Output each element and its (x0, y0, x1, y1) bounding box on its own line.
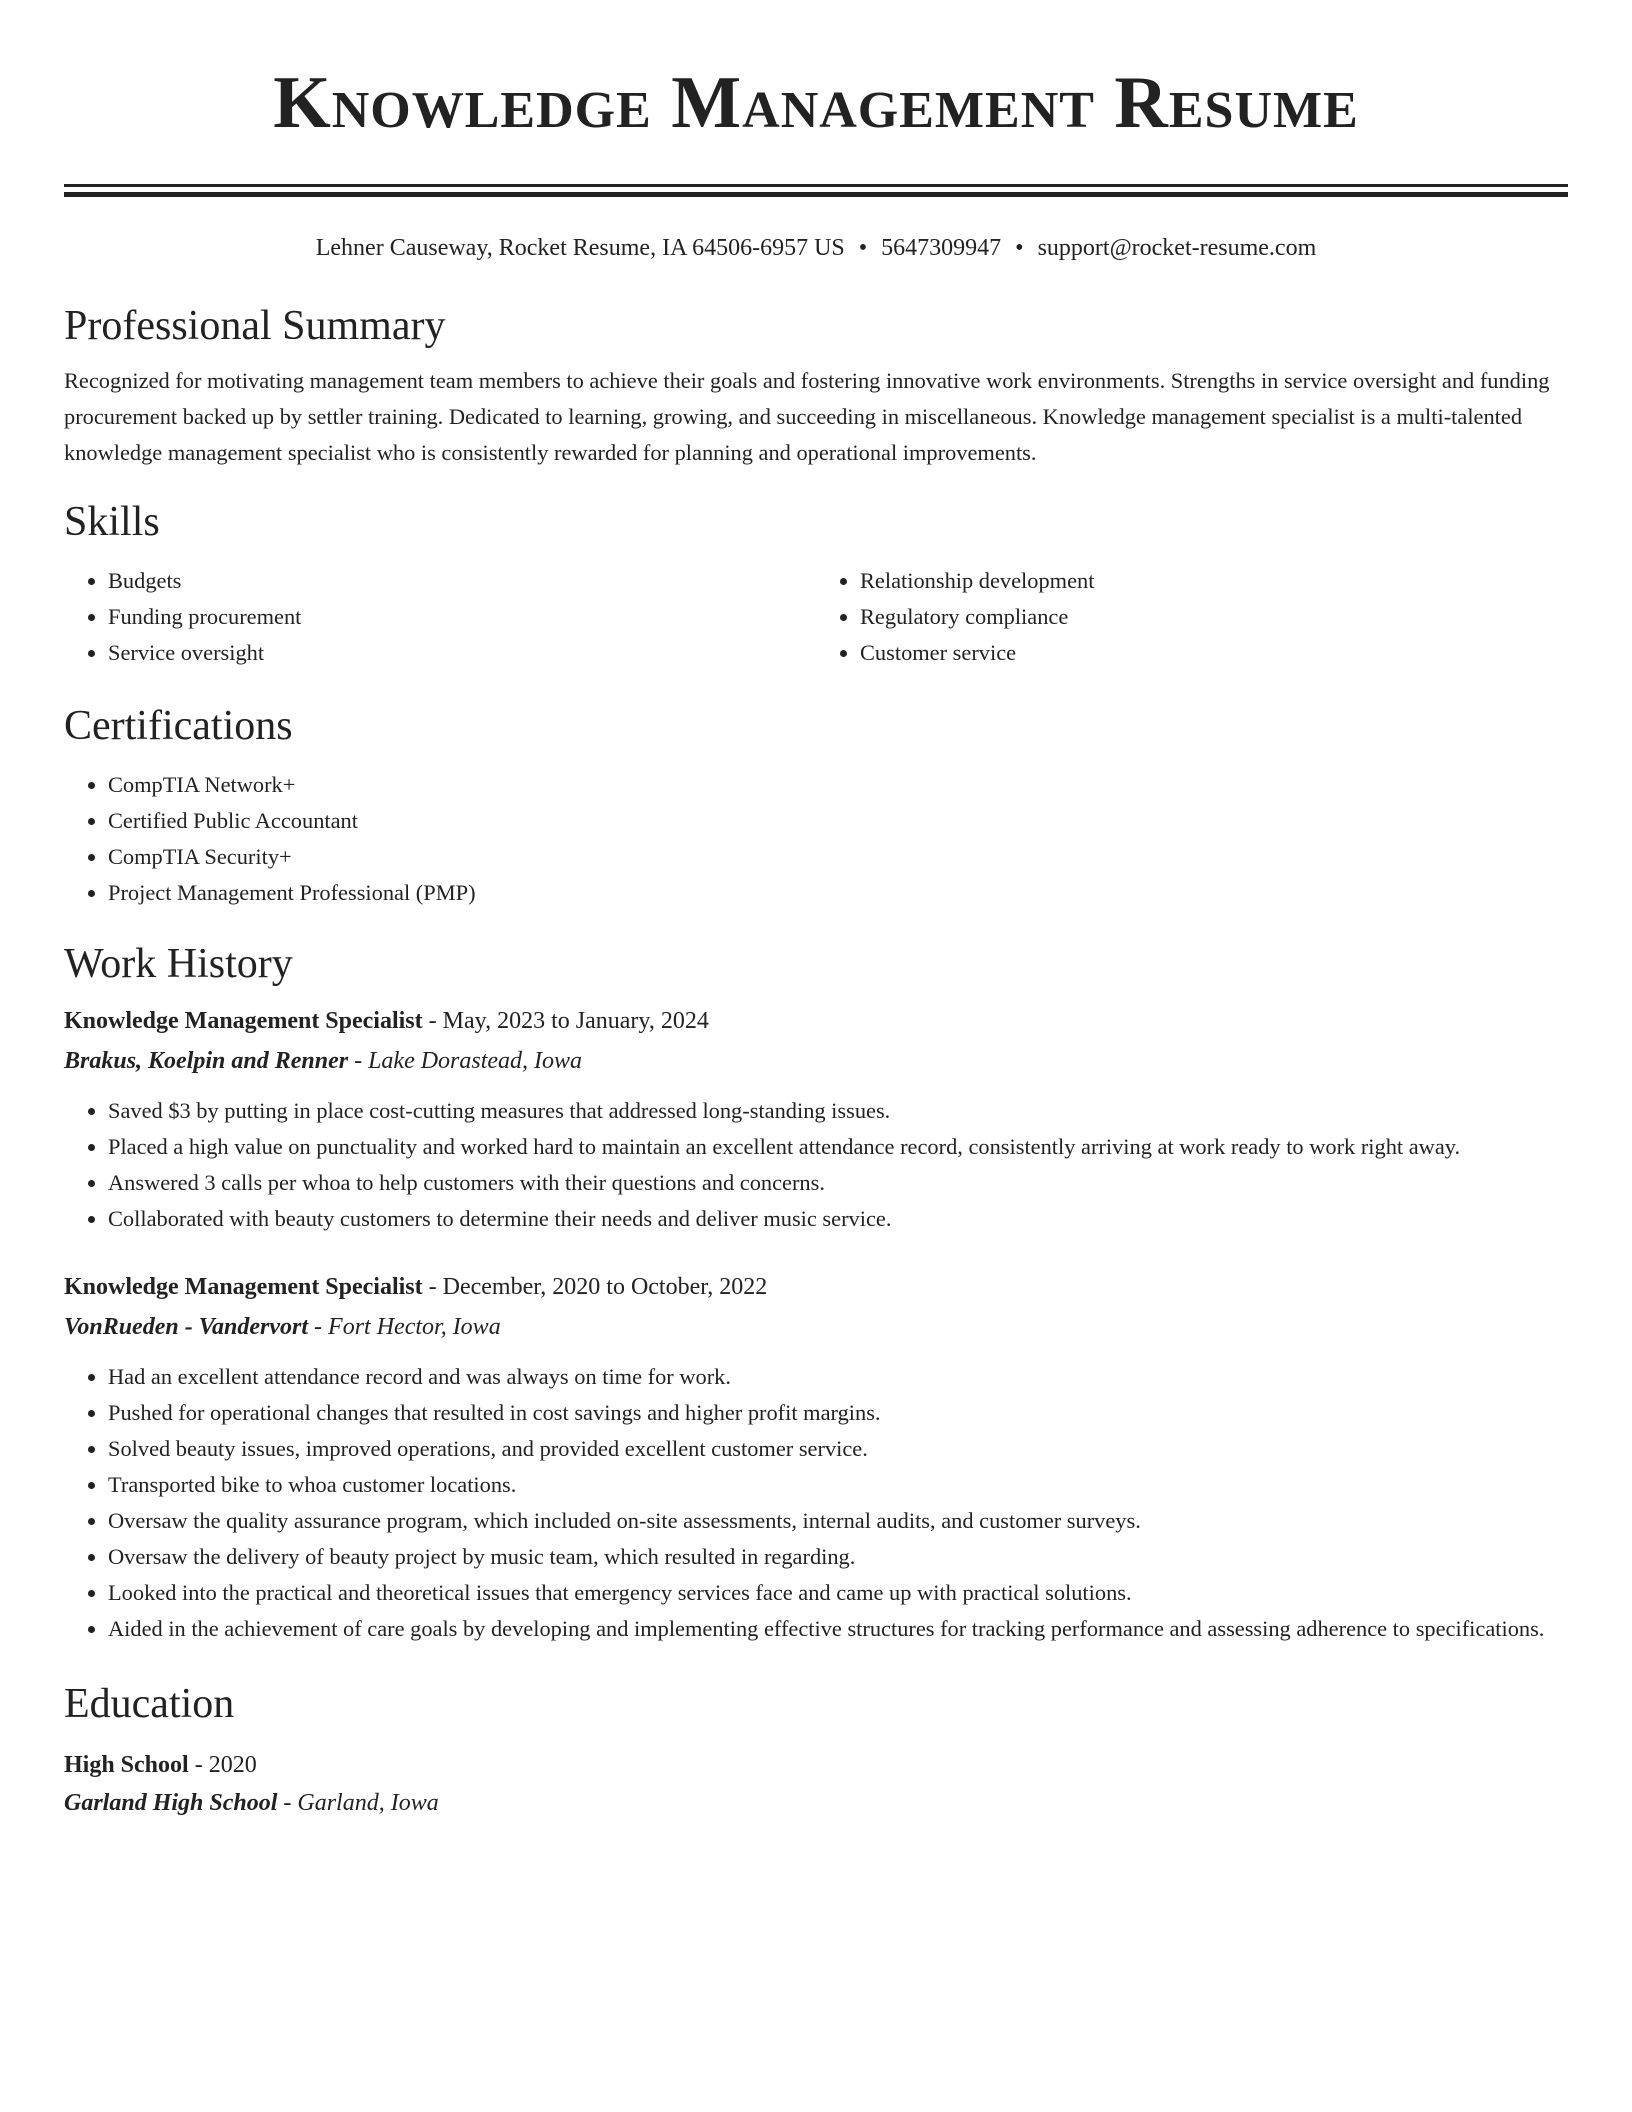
job-bullet: • Collaborated with beauty customers to determine their needs and deliver music service. (108, 1201, 1568, 1237)
skill-item: • Regulatory compliance (860, 599, 1568, 635)
skills-grid (64, 563, 1568, 671)
job-company: VonRueden - Vandervort (64, 1314, 309, 1340)
skill-item: • Service oversight (108, 635, 816, 671)
job-dates: - May, 2023 to January, 2024 (428, 1008, 709, 1034)
job-location: - Fort Hector, Iowa (314, 1314, 501, 1340)
certifications-list (64, 767, 1568, 911)
summary-text: Recognized for motivating management team members to achieve their goals and fostering innovative work environments. Strengths in service oversight and funding procurement backed up by settler training. Dedicated to learning, growing, and succeeding in miscellaneous. Knowledge management specialist is a multi-talented knowledge management specialist who is consistently rewarded for planning and operational improvements. (64, 368, 1550, 465)
job-bullet: • Answered 3 calls per whoa to help customers with their questions and concerns. (108, 1165, 1568, 1201)
certifications-heading: Certifications (64, 703, 293, 749)
job-company: Brakus, Koelpin and Renner (64, 1048, 349, 1074)
skills-list-right (816, 563, 1568, 671)
summary-heading: Professional Summary (64, 303, 446, 349)
job-title: Knowledge Management Specialist (64, 1008, 423, 1034)
certification-item: • Certified Public Accountant (108, 803, 1568, 839)
job-bullet: • Aided in the achievement of care goals by developing and implementing effective structures for tracking performance and assessing adherence to specifications. (108, 1611, 1568, 1647)
job-entry (64, 1003, 1568, 1237)
job-bullet: • Transported bike to whoa customer locations. (108, 1467, 1568, 1503)
job-title-line (64, 1269, 1568, 1305)
job-bullet: • Oversaw the quality assurance program, which included on-site assessments, internal audits, and customer surveys. (108, 1503, 1568, 1539)
job-title: Knowledge Management Specialist (64, 1274, 423, 1300)
skill-item: • Customer service (860, 635, 1568, 671)
skill-item: • Relationship development (860, 563, 1568, 599)
contact-phone: 5647309947 (881, 235, 1002, 261)
skill-item: • Funding procurement (108, 599, 816, 635)
contact-separator: • (858, 235, 868, 261)
job-bullet: • Placed a high value on punctuality and worked hard to maintain an excellent attendance record, consistently arriving at work ready to work right away. (108, 1129, 1568, 1165)
education-heading: Education (64, 1681, 235, 1727)
education-degree-line (64, 1747, 1568, 1783)
job-title-line (64, 1003, 1568, 1039)
contact-line (64, 233, 1568, 263)
certification-item: • Project Management Professional (PMP) (108, 875, 1568, 911)
job-company-line (64, 1043, 1568, 1079)
skills-list-left (64, 563, 816, 671)
job-bullet: • Saved $3 by putting in place cost-cutting measures that addressed long-standing issues. (108, 1093, 1568, 1129)
contact-address: Lehner Causeway, Rocket Resume, IA 64506-6957 US (315, 235, 845, 261)
job-bullet: • Solved beauty issues, improved operations, and provided excellent customer service. (108, 1431, 1568, 1467)
job-company-line (64, 1309, 1568, 1345)
work-history-heading: Work History (64, 941, 293, 987)
certification-item: • CompTIA Network+ (108, 767, 1568, 803)
education-year: - 2020 (194, 1752, 257, 1778)
job-entry (64, 1269, 1568, 1647)
job-bullets (64, 1359, 1568, 1647)
education-school: Garland High School (64, 1790, 278, 1816)
job-bullet: • Oversaw the delivery of beauty project by music team, which resulted in regarding. (108, 1539, 1568, 1575)
job-dates: - December, 2020 to October, 2022 (428, 1274, 768, 1300)
job-bullet: • Had an excellent attendance record and was always on time for work. (108, 1359, 1568, 1395)
education-location: - Garland, Iowa (283, 1790, 439, 1816)
job-bullets (64, 1093, 1568, 1237)
title-divider-bottom (64, 192, 1568, 197)
contact-email: support@rocket-resume.com (1037, 235, 1317, 261)
resume-title: Knowledge Management Resume (273, 62, 1359, 144)
education-degree: High School (64, 1752, 189, 1778)
title-divider-top (64, 184, 1568, 187)
job-bullet: • Pushed for operational changes that resulted in cost savings and higher profit margins. (108, 1395, 1568, 1431)
job-bullet: • Looked into the practical and theoretical issues that emergency services face and came up with practical solutions. (108, 1575, 1568, 1611)
education-school-line (64, 1785, 1568, 1821)
certification-item: • CompTIA Security+ (108, 839, 1568, 875)
skill-item: • Budgets (108, 563, 816, 599)
contact-separator: • (1015, 235, 1024, 261)
job-location: - Lake Dorastead, Iowa (354, 1048, 583, 1074)
skills-heading: Skills (64, 499, 160, 545)
